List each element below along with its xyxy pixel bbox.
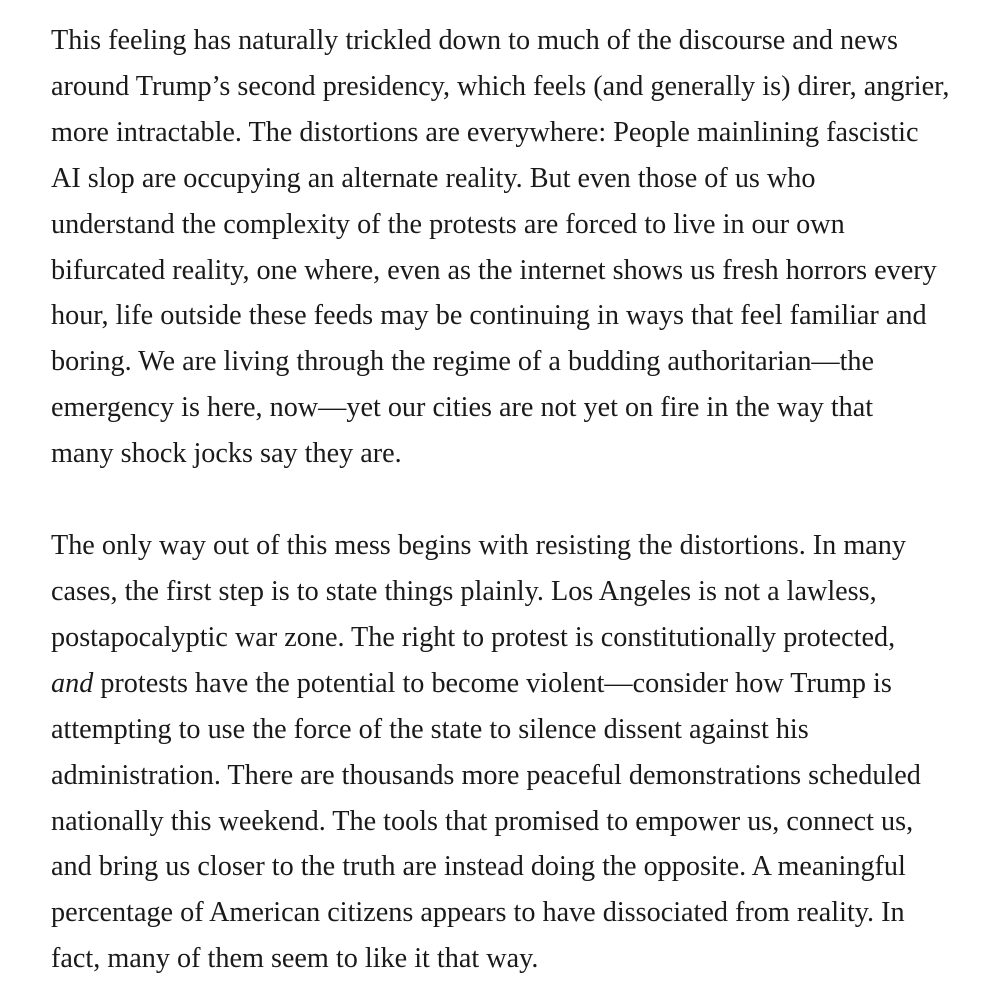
paragraph-1	[51, 18, 986, 477]
text-line: administration. There are thousands more peaceful demonstrations scheduled	[51, 759, 921, 791]
text-line: postapocalyptic war zone. The right to protest is constitutionally protected,	[51, 621, 896, 653]
text-line-rest: protests have the potential to become violent—consider how Trump is	[93, 667, 892, 699]
text-line: boring. We are living through the regime of a budding authoritarian—the	[51, 346, 875, 378]
text-line: hour, life outside these feeds may be continuing in ways that feel familiar and	[51, 300, 927, 332]
paragraph-2	[51, 523, 986, 982]
text-line: fact, many of them seem to like it that way.	[51, 943, 539, 975]
text-line: The only way out of this mess begins with resisting the distortions. In many	[51, 530, 906, 562]
article-body	[51, 18, 986, 982]
text-line-with-emphasis	[51, 661, 986, 707]
text-line: more intractable. The distortions are everywhere: People mainlining fascistic	[51, 116, 919, 148]
text-line: AI slop are occupying an alternate reality. But even those of us who	[51, 162, 816, 194]
text-line: understand the complexity of the protests are forced to live in our own	[51, 208, 845, 240]
text-line: bifurcated reality, one where, even as the internet shows us fresh horrors every	[51, 254, 937, 286]
text-line: This feeling has naturally trickled down to much of the discourse and news	[51, 25, 898, 56]
text-line: percentage of American citizens appears to have dissociated from reality. In	[51, 897, 905, 929]
emphasis-word: and	[51, 667, 94, 699]
text-line: attempting to use the force of the state to silence dissent against his	[51, 713, 809, 745]
text-line: and bring us closer to the truth are instead doing the opposite. A meaningful	[51, 851, 906, 883]
text-line: nationally this weekend. The tools that promised to empower us, connect us,	[51, 805, 914, 837]
text-line: cases, the first step is to state things plainly. Los Angeles is not a lawless,	[51, 575, 877, 607]
text-line: emergency is here, now—yet our cities are not yet on fire in the way that	[51, 392, 874, 424]
text-line: around Trump’s second presidency, which feels (and generally is) direr, angrier,	[51, 70, 950, 102]
text-line: many shock jocks say they are.	[51, 438, 402, 470]
